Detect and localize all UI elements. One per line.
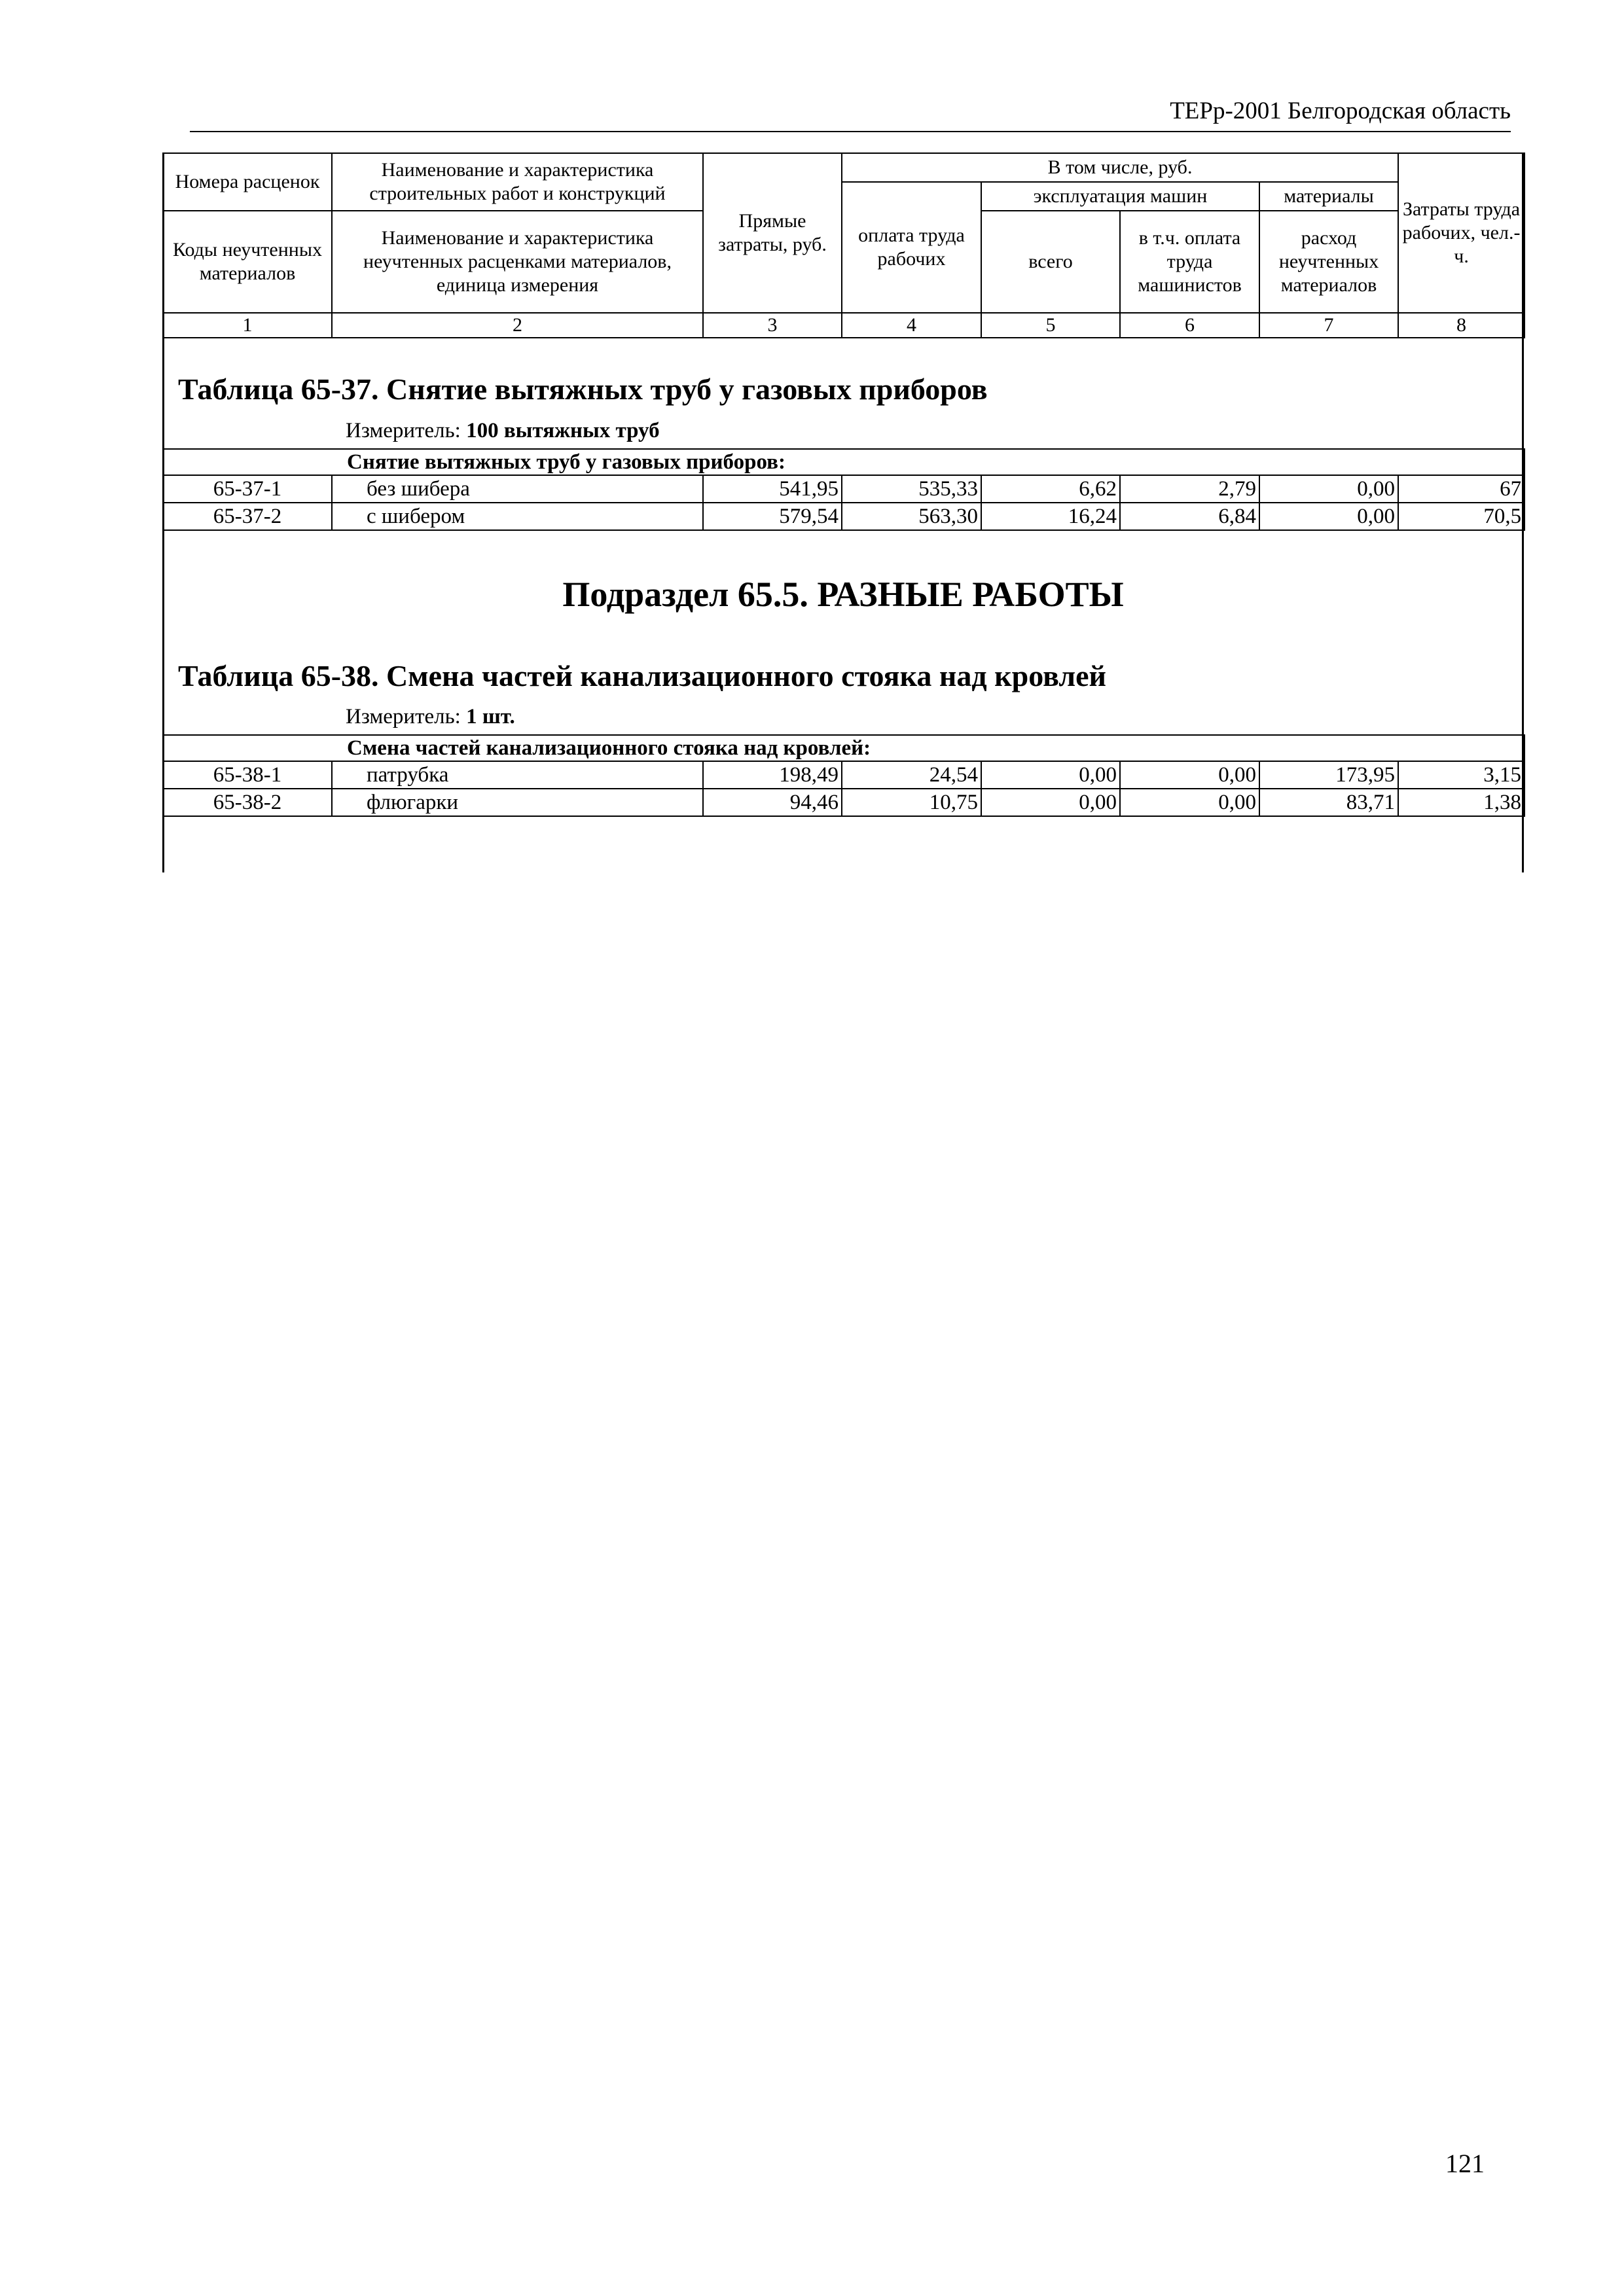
machinist-pay: 6,84 xyxy=(1120,503,1259,530)
labor-hours: 1,38 xyxy=(1398,789,1525,816)
header-including-group: В том числе, руб. xyxy=(842,153,1398,182)
header-machine-operation: эксплуатация машин xyxy=(981,182,1259,211)
group-heading: Снятие вытяжных труб у газовых приборов: xyxy=(163,449,1525,475)
column-number: 4 xyxy=(842,313,981,338)
labor-pay: 24,54 xyxy=(842,761,981,789)
running-head: ТЕРр-2001 Белгородская область xyxy=(190,97,1511,132)
table-row xyxy=(163,475,1525,503)
rate-code: 65-37-2 xyxy=(163,503,332,530)
subsection-title: Подраздел 65.5. РАЗНЫЕ РАБОТЫ xyxy=(562,575,1124,614)
machinist-pay: 0,00 xyxy=(1120,789,1259,816)
header-material-codes: Коды неучтенных материалов xyxy=(163,211,332,313)
rate-name: с шибером xyxy=(332,503,703,530)
column-number: 1 xyxy=(163,313,332,338)
header-labor-hours: Затраты труда рабочих, чел.-ч. xyxy=(1398,153,1525,313)
materials: 173,95 xyxy=(1259,761,1398,789)
header-materials: материалы xyxy=(1259,182,1398,211)
table-65-37 xyxy=(162,448,1525,531)
labor-pay: 563,30 xyxy=(842,503,981,530)
machines-total: 0,00 xyxy=(981,789,1120,816)
machinist-pay: 0,00 xyxy=(1120,761,1259,789)
table-row xyxy=(163,789,1525,816)
meter-label: Измеритель: xyxy=(346,419,467,442)
column-number: 6 xyxy=(1120,313,1259,338)
column-number: 3 xyxy=(703,313,842,338)
header-labor-pay: оплата труда рабочих xyxy=(842,182,981,313)
header-material-consumption: расход неучтенных материалов xyxy=(1259,211,1398,313)
rate-name: флюгарки xyxy=(332,789,703,816)
header-material-description: Наименование и характеристика неучтенных расценками материалов, единица измерения xyxy=(332,211,703,313)
header-machinist-pay: в т.ч. оплата труда машинистов xyxy=(1120,211,1259,313)
meter-value: 1 шт. xyxy=(466,705,515,728)
rate-code: 65-37-1 xyxy=(163,475,332,503)
table-65-38 xyxy=(162,734,1525,817)
materials: 83,71 xyxy=(1259,789,1398,816)
column-number: 7 xyxy=(1259,313,1398,338)
header-work-description: Наименование и характеристика строительных работ и конструкций xyxy=(332,153,703,211)
machines-total: 6,62 xyxy=(981,475,1120,503)
column-number: 5 xyxy=(981,313,1120,338)
labor-hours: 70,5 xyxy=(1398,503,1525,530)
column-header-table xyxy=(162,152,1525,338)
direct-costs: 579,54 xyxy=(703,503,842,530)
machinist-pay: 2,79 xyxy=(1120,475,1259,503)
group-heading: Смена частей канализационного стояка над кровлей: xyxy=(163,735,1525,761)
rate-code: 65-38-2 xyxy=(163,789,332,816)
table-row xyxy=(163,503,1525,530)
table-row xyxy=(163,761,1525,789)
direct-costs: 541,95 xyxy=(703,475,842,503)
labor-pay: 10,75 xyxy=(842,789,981,816)
machines-total: 16,24 xyxy=(981,503,1120,530)
table-meter xyxy=(346,418,660,444)
labor-hours: 3,15 xyxy=(1398,761,1525,789)
table-meter xyxy=(346,704,515,730)
table-title: Таблица 65-37. Снятие вытяжных труб у газовых приборов xyxy=(178,372,988,406)
direct-costs: 198,49 xyxy=(703,761,842,789)
header-machines-total: всего xyxy=(981,211,1120,313)
page-number: 121 xyxy=(1445,2149,1485,2178)
materials: 0,00 xyxy=(1259,475,1398,503)
header-direct-costs: Прямые затраты, руб. xyxy=(703,153,842,313)
direct-costs: 94,46 xyxy=(703,789,842,816)
table-title: Таблица 65-38. Смена частей канализационного стояка над кровлей xyxy=(178,659,1107,692)
materials: 0,00 xyxy=(1259,503,1398,530)
labor-hours: 67 xyxy=(1398,475,1525,503)
column-number: 8 xyxy=(1398,313,1525,338)
labor-pay: 535,33 xyxy=(842,475,981,503)
meter-value: 100 вытяжных труб xyxy=(466,419,660,442)
meter-label: Измеритель: xyxy=(346,705,467,728)
machines-total: 0,00 xyxy=(981,761,1120,789)
rate-name: без шибера xyxy=(332,475,703,503)
column-number: 2 xyxy=(332,313,703,338)
header-rate-numbers: Номера расценок xyxy=(163,153,332,211)
rate-name: патрубка xyxy=(332,761,703,789)
rate-code: 65-38-1 xyxy=(163,761,332,789)
